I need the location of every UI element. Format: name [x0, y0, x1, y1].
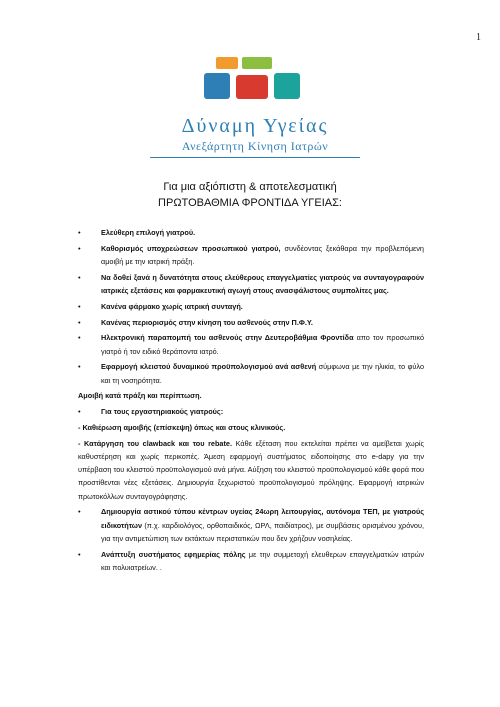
list-item	[78, 331, 424, 357]
item-bold-text: Ανάπτυξη συστήματος εφημερίας πόλης	[101, 549, 246, 559]
page-number: 1	[476, 32, 481, 43]
fee-paragraph: Αμοιβή κατά πράξη και περίπτωση.	[78, 391, 202, 401]
heading	[0, 179, 500, 211]
bullet-icon: •	[78, 317, 81, 327]
logo-rule	[150, 157, 360, 158]
item-text: σύμφωνα με την ηλικία, το φύλο και τη νοσηρότητα.	[101, 362, 424, 385]
item-text: (π.χ. καρδιολόγος, ορθοπαιδικός, ΩΡΛ, παιδίατρος), με συμβάσεις ορισμένου χρόνου, για την αντιμετώπιση των εκτάκτων περιστατικών που δεν χρήζουν νοσηλείας.	[101, 520, 424, 543]
item-bold-text: Εφαρμογή κλειστού δυναμικού προϋπολογισμού ανά ασθενή	[101, 362, 317, 372]
lab-paragraph-2	[78, 437, 424, 503]
heading-line-1: Για μια αξιόπιστη & αποτελεσματική	[163, 181, 337, 193]
item-text: με την συμμετοχή ελευθερων επαγγελματιών ιατρών και πολυιατρείων. .	[101, 549, 424, 572]
item-bold-text: Ηλεκτρονική παραπομπή του ασθενούς στην Δευτεροβάθμια Φροντίδα	[101, 333, 354, 343]
document-body	[78, 226, 424, 577]
logo-figures-icon	[196, 55, 314, 111]
bullet-icon: •	[78, 243, 81, 253]
item-bold-text: Κανένας περιορισμός στην κίνηση του ασθενούς στην Π.Φ.Υ.	[101, 317, 313, 327]
item-text: απο τον προσωπικό γιατρό ή τον ειδικό θεράποντα ιατρό.	[101, 333, 425, 356]
list-item	[78, 548, 424, 574]
item-bold-text: Κανένα φάρμακο χωρίς ιατρική συνταγή.	[101, 301, 243, 311]
bullet-icon: •	[78, 507, 81, 517]
list-item	[78, 505, 424, 545]
lab-paragraph-2-text: Κάθε εξέταση που εκτελείται πρέπει να αμείβεται χωρίς καθυστέρηση και χωρίς περικοπές. Άμεση εφαρμογή συστήματος ειδοποίησης στο e-dapy για την υπέρβαση του κλειστού προϋπολογισμού ανά μήνα. Αύξηση του κλειστού προϋπολογισμού κάθε φορά που προστίθενται νέες εξετάσεις. Δημιουργία ξεχωριστού προϋπολογισμού πρόληψης. Εφαρμογή ιατρικών πρωτοκόλλων συνταγογράφησης.	[78, 438, 424, 501]
bullet-icon: •	[78, 272, 81, 282]
list-item	[78, 226, 424, 239]
bullet-icon: •	[78, 407, 81, 417]
list-item	[78, 405, 424, 418]
item-bold-text: Καθορισμός υποχρεώσεων προσωπικού γιατρού,	[101, 243, 281, 253]
bullet-icon: •	[78, 301, 81, 311]
list-item	[78, 271, 424, 297]
item-bold-text: Για τους εργαστηριακούς γιατρούς:	[101, 407, 224, 417]
logo	[130, 55, 380, 165]
logo-tagline: Ανεξάρτητη Κίνηση Ιατρών	[181, 139, 329, 153]
bullet-icon: •	[78, 362, 81, 372]
item-bold-text: Να δοθεί ξανά η δυνατότητα στους ελεύθερους επαγγελματίες γιατρούς να συνταγογραφούν ιατρικές εξετάσεις και φαρμακευτική αγωγή στους ανασφάλιστους συμπολίτες μας.	[101, 272, 424, 295]
item-bold-text: Δημιουργία αστικού τύπου κέντρων υγείας 24ωρη λειτουργίας, αυτόνομα ΤΕΠ, με γιατρούς ειδικοτήτων	[101, 507, 424, 530]
list-item	[78, 360, 424, 386]
heading-line-2: ΠΡΩΤΟΒΑΘΜΙΑ ΦΡΟΝΤΙΔΑ ΥΓΕΙΑΣ:	[158, 197, 342, 209]
bullet-icon: •	[78, 549, 81, 559]
item-text: συνδέοντας ξεκάθαρα την προβλεπόμενη αμοιβή με την ιατρική πράξη.	[101, 243, 424, 266]
bullet-icon: •	[78, 228, 81, 237]
list-item	[78, 242, 424, 268]
lab-paragraph-1: - Καθιέρωση αμοιβής (επίσκεψη) όπως και στους κλινικούς.	[78, 422, 286, 432]
item-bold-text: Ελεύθερη επιλογή γιατρού.	[101, 228, 196, 237]
logo-name: Δύναμη Υγείας	[181, 115, 329, 137]
list-item	[78, 316, 424, 329]
lab-paragraph-2-bold: - Κατάργηση του clawback και του rebate.	[78, 438, 233, 448]
list-item	[78, 300, 424, 313]
bullet-icon: •	[78, 333, 81, 343]
